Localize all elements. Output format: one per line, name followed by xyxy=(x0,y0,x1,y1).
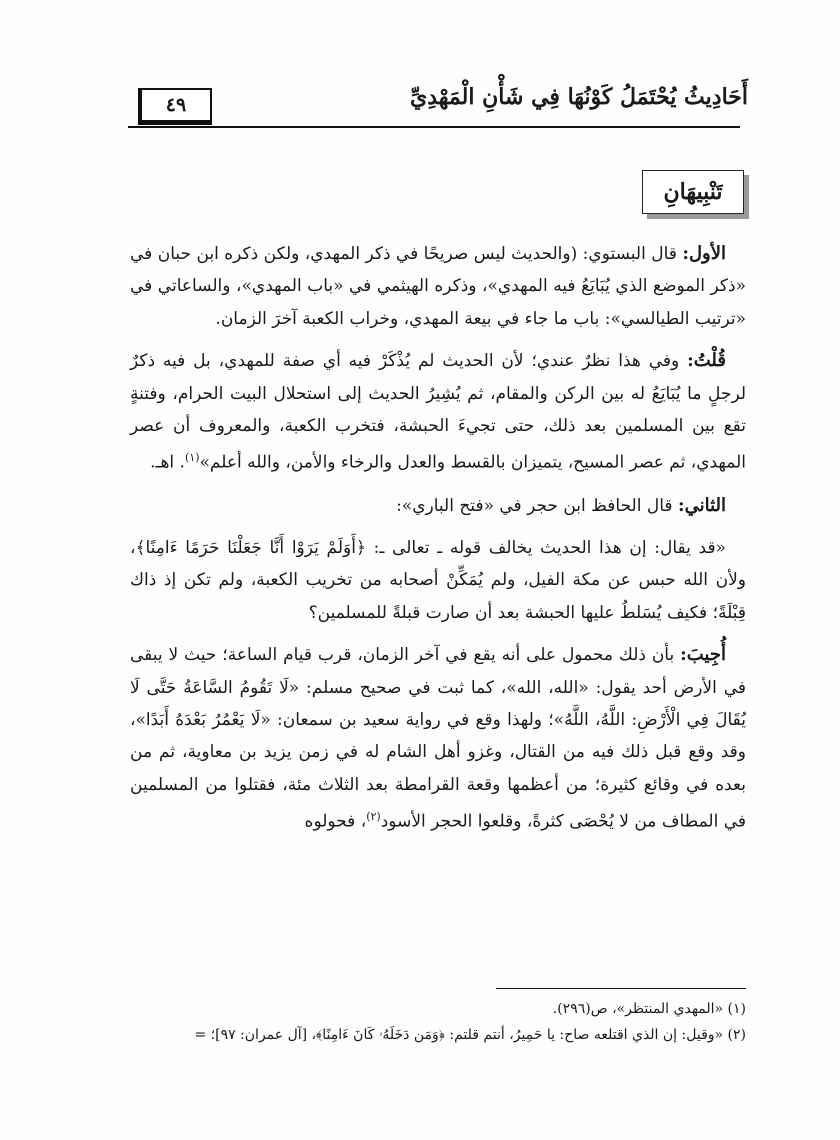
page-number-box xyxy=(138,88,212,125)
paragraph-text: «قد يقال: إن هذا الحديث يخالف قوله ـ تعالى ـ: ﴿أَوَلَمْ يَرَوْا أَنَّا جَعَلْنَا حَرَمًا ءَامِنًا﴾، ولأن الله حبس عن مكة الفيل، ولم يُمَكِّنْ أصحابه من تخريب الكعبة، ولم تكن إذ ذاك قِبْلَةً؛ فكيف يُسَلطُ عليها الحبشة بعد أن صارت قبلةً للمسلمين؟ xyxy=(130,537,746,623)
paragraph-lead: الثاني: xyxy=(677,494,726,516)
paragraph-text: قال الحافظ ابن حجر في «فتح الباري»: xyxy=(396,495,678,516)
paragraph-qultu xyxy=(130,345,746,479)
paragraph-tail: . اهـ. xyxy=(150,453,185,474)
footnote-ref-1[interactable]: (١) xyxy=(184,451,200,465)
section-heading-box xyxy=(642,170,744,214)
footnotes xyxy=(130,996,746,1048)
header-rule xyxy=(128,126,740,128)
footnote-1: (١) «المهدي المنتظر»، ص(٢٩٦). xyxy=(552,1001,746,1017)
paragraph-text: وفي هذا نظرٌ عندي؛ لأن الحديث لم يُذْكَرْ فيه أي صفة للمهدي، بل فيه ذكرٌ لرجلٍ ما يُبَايَعُ له بين الركن والمقام، ثم يُشِيرُ الحديث إلى استحلال البيت الحرام، وفتنةٍ تقع بين المسلمين بعد ذلك، حتى تجيءَ الحبشة، فتخرب الكعبة، والمعروف أن عصر المهدي، ثم عصر المسيح، يتميزان بالقسط والعدل والرخاء والأمن، والله أعلم» xyxy=(130,351,746,474)
body-text xyxy=(130,238,746,848)
paragraph-first-note xyxy=(130,238,746,335)
paragraph-lead: الأول: xyxy=(682,243,726,264)
paragraph-lead: قُلْتُ: xyxy=(687,350,726,372)
paragraph-second-note xyxy=(130,490,746,522)
page-number: ٤٩ xyxy=(165,94,187,116)
paragraph-answer xyxy=(130,639,746,838)
running-header-title: أَحَادِيثُ يُحْتَمَلُ كَوْنُهَا فِي شَأْنِ الْمَهْدِيِّ xyxy=(410,84,748,110)
paragraph-lead: أُجِيبَ: xyxy=(680,644,726,666)
section-heading: تَنْبِيهَانِ xyxy=(663,179,723,205)
paragraph-text: بأن ذلك محمول على أنه يقع في آخر الزمان، قرب قيام الساعة؛ حيث لا يبقى في الأرض أحد يقول: «الله، الله»، كما ثبت في صحيح مسلم: «لَا تَقُومُ السَّاعَةُ حَتَّى لَا يُقَالَ فِي الْأَرْضِ: اللَّهُ، اللَّهُ»؛ ولهذا وقع في رواية سعيد بن سمعان: «لَا يَعْمُرُ بَعْدَهُ أَبَدًا»، وقد وقع قبل ذلك فيه من القتال، وغزو أهل الشام له في زمن يزيد بن معاوية، ثم من بعده في وقائع كثيرة؛ من أعظمها وقعة القرامطة بعد الثلاث مئة، فقتلوا من المسلمين في المطاف من لا يُحْصَى كثرةً، وقلعوا الحجر الأسود xyxy=(130,645,746,832)
footnote-rule xyxy=(496,988,746,989)
paragraph-tail: ، فحولوه xyxy=(304,811,367,832)
footnote-2: (٢) «وقيل: إن الذي اقتلعه صاح: يا حَمِيرُ، أنتم قلتم: ﴿وَمَن دَخَلَهُۥ كَانَ ءَامِنًا﴾، [آل عمران: ٩٧]؛ = xyxy=(194,1027,746,1043)
paragraph-quote xyxy=(130,532,746,629)
paragraph-text: قال البستوي: (والحديث ليس صريحًا في ذكر المهدي، ولكن ذكره ابن حبان في «ذكر الموضع الذي يُبَايَعُ فيه المهدي»، وذكره الهيثمي في «باب المهدي»، والساعاتي في «ترتيب الطيالسي»: باب ما جاء في بيعة المهدي، وخراب الكعبة آخرَ الزمان. xyxy=(130,244,746,329)
footnote-ref-2[interactable]: (٢) xyxy=(366,810,381,824)
